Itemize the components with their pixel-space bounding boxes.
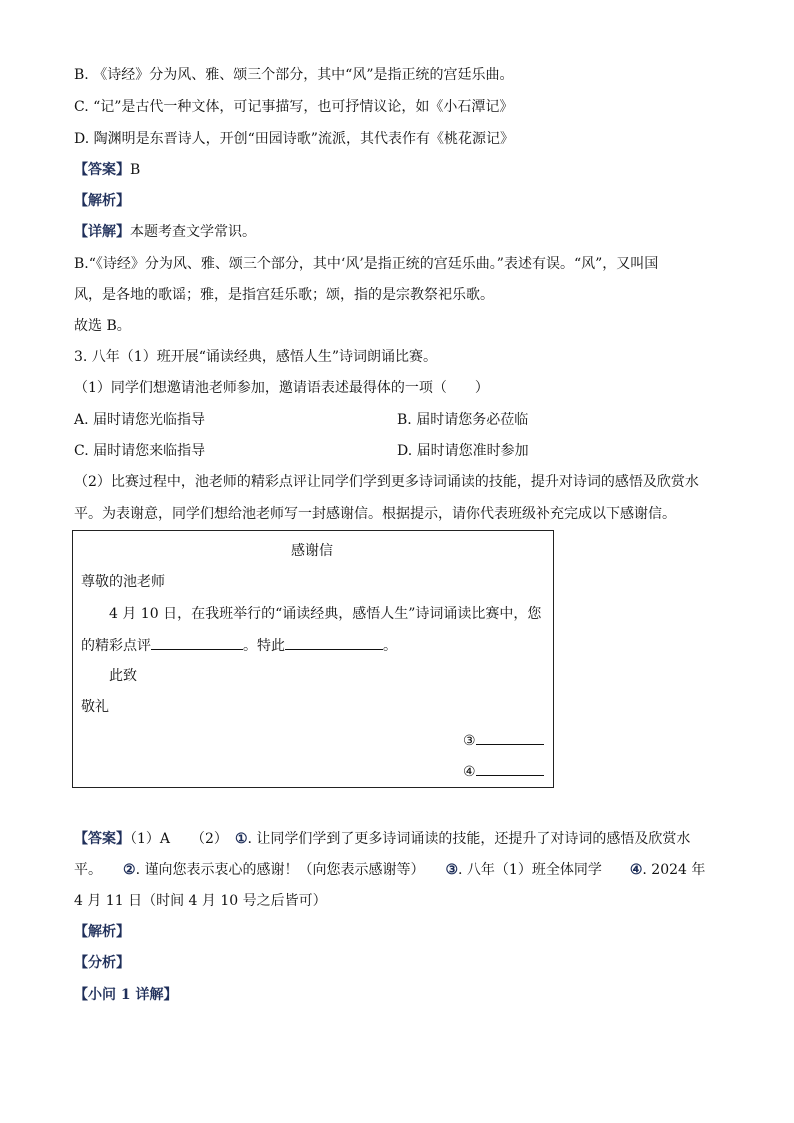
q3-fenxi-label: 【分析】	[74, 955, 130, 971]
circle-number-3: ③	[445, 862, 459, 878]
q2-explain-line2: 风，是各地的歌谣；雅，是指宫廷乐歌；颂，指的是宗教祭祀乐歌。	[74, 287, 494, 303]
q3-option-b: B. 届时请您务必莅临	[397, 412, 529, 428]
blank-3	[476, 730, 544, 745]
letter-text-part1: 的精彩点评	[81, 638, 151, 654]
letter-closing-2: 敬礼	[81, 699, 109, 715]
circle-number-1: ①	[234, 831, 248, 847]
answer3-part1: （1）A （2）	[130, 831, 221, 847]
letter-signature-line	[463, 730, 544, 751]
blank-4	[476, 761, 544, 776]
q3-sub2-line2: 平。为表谢意，同学们想给池老师写一封感谢信。根据提示，请你代表班级补充完成以下感谢信。	[74, 506, 676, 522]
sign-marker-3: ③	[463, 733, 476, 749]
q3-sub1: （1）同学们想邀请池老师参加，邀请语表述最得体的一项（ ）	[74, 380, 489, 396]
answer-value: B	[130, 162, 141, 178]
answer-label: 【答案】	[74, 162, 130, 178]
q3-option-a: A. 届时请您光临指导	[74, 412, 206, 428]
q3-option-d: D. 届时请您准时参加	[397, 443, 529, 459]
letter-text-part3: 。	[383, 638, 397, 654]
option-d-statement: D. 陶渊明是东晋诗人，开创“田园诗歌”流派，其代表作有《桃花源记》	[74, 131, 514, 147]
q2-explain-line1: B.“《诗经》分为风、雅、颂三个部分，其中‘风’是指正统的宫廷乐曲。”表述有误。“风”，又叫国	[74, 256, 659, 272]
q3-stem: 3. 八年（1）班开展“诵读经典，感悟人生”诗词朗诵比赛。	[74, 349, 438, 365]
q2-detail	[74, 222, 256, 242]
answer3-line2-start: 平。	[74, 862, 95, 878]
detail-label: 【详解】	[74, 224, 130, 240]
letter-closing-1: 此致	[109, 668, 137, 684]
circle-number-4: ④	[629, 862, 643, 878]
blank-1	[151, 635, 243, 650]
letter-body-line2	[81, 635, 397, 656]
q2-analysis-label: 【解析】	[74, 193, 130, 209]
q2-answer	[74, 160, 140, 180]
q3-option-c: C. 届时请您来临指导	[74, 443, 206, 459]
answer3-item1: . 让同学们学到了更多诗词诵读的技能，还提升了对诗词的感悟及欣赏水	[247, 831, 691, 847]
letter-date-line	[463, 761, 544, 782]
letter-body-line1: 4 月 10 日，在我班举行的“诵读经典，感悟人生”诗词诵读比赛中，您	[109, 606, 542, 622]
q3-answer-line2	[74, 860, 705, 880]
letter-salutation: 尊敬的池老师	[81, 574, 165, 590]
q3-sub2-line1: （2）比赛过程中，池老师的精彩点评让同学们学到更多诗词诵读的技能，提升对诗词的感悟及欣赏水	[74, 474, 699, 490]
letter-text-part2: 。特此	[243, 638, 285, 654]
answer3-item4: . 2024 年	[642, 862, 706, 878]
answer3-label: 【答案】	[74, 831, 130, 847]
answer3-item3: . 八年（1）班全体同学	[458, 862, 602, 878]
letter-title: 感谢信	[291, 543, 333, 559]
answer3-item2: . 谨向您表示衷心的感谢！（向您表示感谢等）	[135, 862, 418, 878]
q3-analysis-label: 【解析】	[74, 924, 130, 940]
blank-2	[285, 635, 383, 650]
option-c-statement: C. “记”是古代一种文体，可记事描写，也可抒情议论，如《小石潭记》	[74, 99, 514, 115]
thank-you-letter-box	[72, 530, 554, 788]
circle-number-2: ②	[123, 862, 136, 878]
q3-answer-line1	[74, 829, 690, 849]
detail-text: 本题考查文学常识。	[130, 224, 256, 240]
q3-sub1-detail-label: 【小问 1 详解】	[74, 987, 178, 1003]
option-b-statement: B. 《诗经》分为风、雅、颂三个部分，其中“风”是指正统的宫廷乐曲。	[74, 67, 514, 83]
q3-answer-line3: 4 月 11 日（时间 4 月 10 号之后皆可）	[74, 893, 327, 909]
q2-conclusion: 故选 B。	[74, 318, 131, 334]
sign-marker-4: ④	[463, 764, 476, 780]
